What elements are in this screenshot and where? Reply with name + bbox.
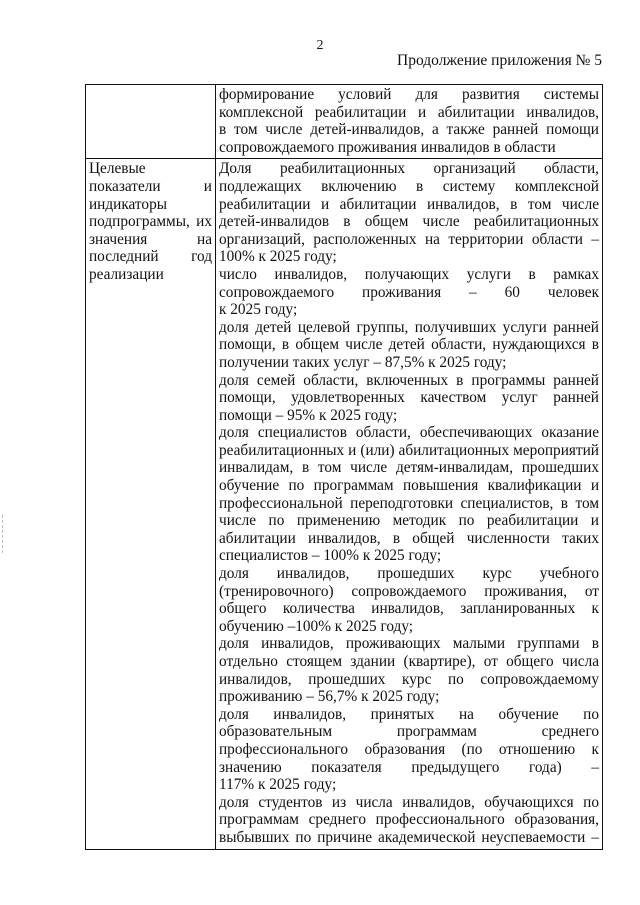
text-line: формирование условий для развития системы: [219, 86, 599, 103]
indicator-paragraph: [219, 266, 599, 319]
text-line: получении таких услуг – 87,5% к 2025 году;: [219, 353, 507, 371]
text-line: обучению –100% к 2025 году;: [219, 617, 414, 635]
indicator-paragraph: [219, 372, 599, 425]
appendix-continuation-note: Продолжение приложения № 5: [397, 52, 602, 69]
text-line: доля студентов из числа инвалидов, обучающихся по: [219, 793, 599, 811]
text-line: последний год: [89, 248, 212, 266]
target-indicators-values-cell: [216, 159, 603, 849]
text-line: выбывших по причине академической неуспеваемости –: [219, 828, 599, 846]
text-line: отдельно стоящем здании (квартире), от общего числа: [219, 653, 599, 670]
target-indicators-label-cell: [86, 159, 216, 849]
text-line: доля инвалидов, принятых на обучение по: [219, 705, 599, 723]
text-line: общего количества инвалидов, запланированных к: [219, 600, 599, 618]
text-line: Доля реабилитационных организаций области,: [219, 160, 599, 178]
indicator-paragraph: [219, 424, 599, 565]
text-line: обучение по программам повышения квалификации и: [219, 477, 599, 495]
text-line: образовательным программам среднего: [219, 723, 599, 741]
table-row: [86, 159, 603, 849]
text-line: числе по применению методик по реабилитации и: [219, 512, 599, 530]
row1-right-cell: [216, 85, 603, 159]
text-line: детей-инвалидов в общем числе реабилитационных: [219, 213, 599, 231]
text-line: профессионального образования (по отношению к: [219, 740, 599, 758]
text-line: абилитации инвалидов, в общей численности таких: [219, 529, 599, 547]
text-line: реализации: [89, 265, 164, 283]
margin-mark: [2, 515, 4, 553]
text-line: доля семей области, включенных в программы ранней: [219, 371, 599, 389]
text-line: помощи – 95% к 2025 году;: [219, 406, 398, 424]
text-line: значения на: [89, 230, 212, 248]
text-line: инвалидов, прошедших курс по сопровождаемому: [219, 670, 599, 688]
text-line: Целевые: [89, 160, 146, 178]
text-line: инвалидам, в том числе детям-инвалидам, прошедших: [219, 459, 599, 477]
text-line: помощи, в общем числе детей области, нуждающихся в: [219, 336, 599, 354]
text-line: специалистов – 100% к 2025 году;: [219, 547, 442, 565]
indicator-paragraph: [219, 635, 599, 705]
text-line: реабилитации и абилитации инвалидов, в том числе: [219, 195, 599, 213]
text-line: сопровождаемого проживания инвалидов в области: [219, 138, 556, 156]
text-line: индикаторы: [89, 195, 167, 213]
row1-left-cell: [86, 85, 216, 159]
text-line: подлежащих включению в систему комплексной: [219, 177, 599, 195]
text-line: программам среднего профессионального образования,: [219, 811, 599, 829]
text-line: помощи, удовлетворенных качеством услуг ранней: [219, 389, 599, 407]
indicator-paragraph: [219, 565, 599, 635]
text-line: доля специалистов области, обеспечивающих оказание: [219, 424, 599, 442]
text-line: в том числе детей-инвалидов, а также ранней помощи: [219, 121, 599, 139]
text-line: подпрограммы, их: [89, 213, 212, 231]
table-row: [86, 85, 603, 159]
indicator-paragraph: [219, 319, 599, 372]
text-line: сопровождаемого проживания – 60 человек: [219, 283, 599, 301]
text-line: профессиональной переподготовки специалистов, в том: [219, 494, 599, 512]
text-line: комплексной реабилитации и абилитации инвалидов,: [219, 103, 599, 121]
text-line: реабилитационных и (или) абилитационных мероприятий: [219, 441, 599, 459]
text-line: (тренировочного) сопровождаемого проживания, от: [219, 582, 599, 600]
text-line: число инвалидов, получающих услуги в рамках: [219, 265, 599, 283]
text-line: 117% к 2025 году;: [219, 776, 337, 794]
text-line: доля инвалидов, проживающих малыми группами в: [219, 635, 599, 653]
text-line: доля детей целевой группы, получивших услуги ранней: [219, 318, 599, 336]
text-line: 100% к 2025 году;: [219, 248, 337, 266]
text-line: проживанию – 56,7% к 2025 году;: [219, 688, 440, 706]
page-number: 2: [316, 38, 324, 53]
text-line: показатели и: [89, 177, 212, 195]
indicator-paragraph: [219, 706, 599, 794]
text-line: организаций, расположенных на территории области –: [219, 230, 599, 248]
text-line: значению показателя предыдущего года) –: [219, 758, 599, 776]
indicator-paragraph: [219, 794, 599, 847]
indicator-paragraph: [219, 160, 599, 266]
text-line: к 2025 году;: [219, 301, 298, 319]
text-line: доля инвалидов, прошедших курс учебного: [219, 565, 599, 583]
program-passport-table: [85, 84, 603, 850]
